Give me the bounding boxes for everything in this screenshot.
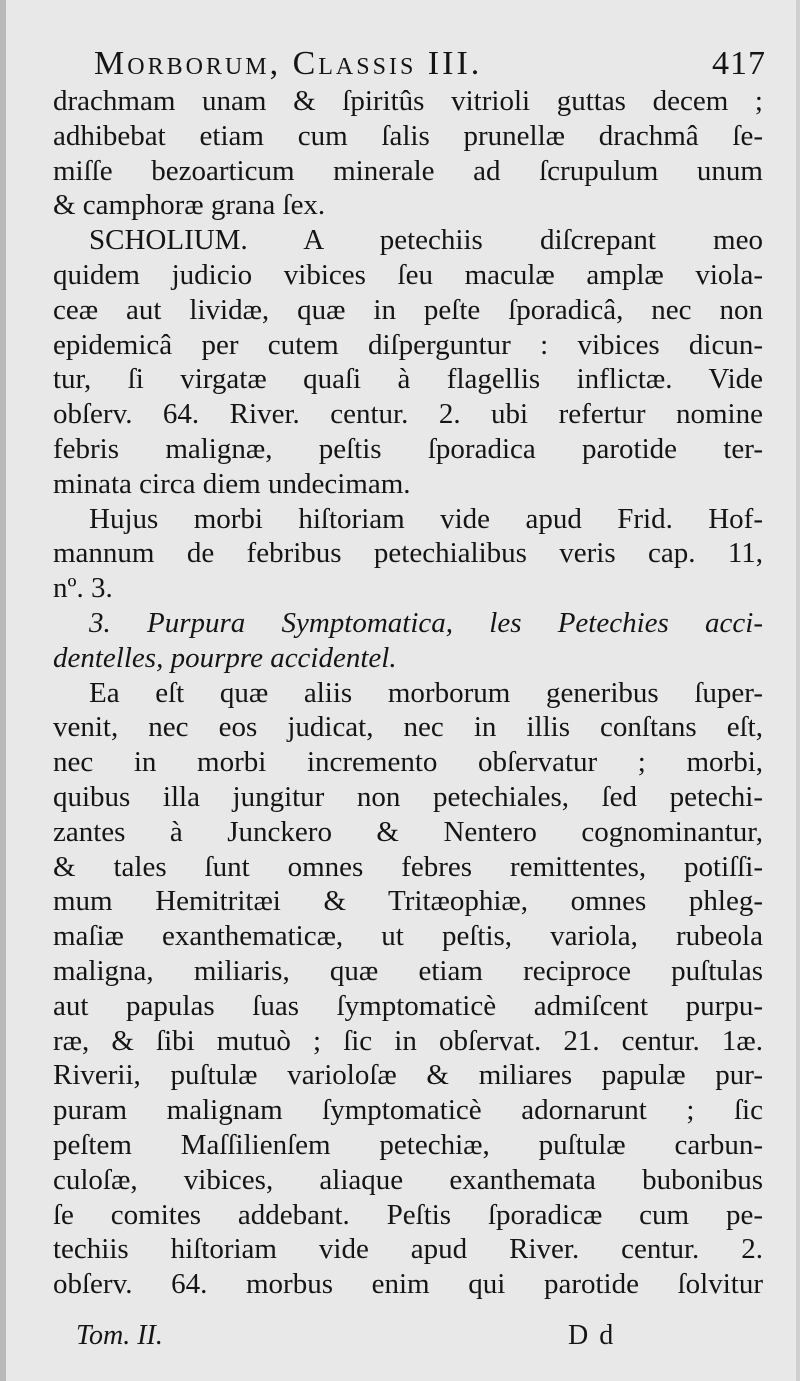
text-line: venit, nec eos judicat, nec in illis conſtans eſt, (53, 711, 763, 744)
text-line: & camphoræ grana ſex. (53, 189, 326, 222)
text-line: miſſe bezoarticum minerale ad ſcrupulum unum (53, 154, 763, 187)
text-line: tur, ſi virgatæ quaſi à flagellis inflictæ. Vide (53, 363, 763, 396)
text-line: ſe comites addebant. Peſtis ſporadicæ cum pe- (53, 1198, 763, 1231)
text-line: minata circa diem undecimam. (53, 467, 411, 500)
text-line: Riverii, puſtulæ varioloſæ & miliares papulæ pur- (53, 1059, 763, 1092)
volume-label: Tom. II. (76, 1320, 163, 1351)
text-line: aut papulas ſuas ſymptomaticè admiſcent purpu- (53, 989, 763, 1022)
text-line: mannum de febribus petechialibus veris cap. 11, (53, 537, 763, 570)
text-line: quidem judicio vibices ſeu maculæ amplæ viola- (53, 258, 763, 291)
text-line: peſtem Maſſilienſem petechiæ, puſtulæ carbun- (53, 1128, 763, 1161)
page-footer (76, 1318, 636, 1354)
text-line: 3. Purpura Symptomatica, les Petechies acci- (89, 606, 763, 639)
text-line: & tales ſunt omnes febres remittentes, potiſſi- (53, 850, 763, 883)
text-line: techiis hiſtoriam vide apud River. centur. 2. (53, 1233, 763, 1266)
text-line: febris malignæ, peſtis ſporadica parotide ter- (53, 432, 763, 465)
text-line: maligna, miliaris, quæ etiam reciproce puſtulas (53, 954, 763, 987)
text-line: ceæ aut lividæ, quæ in peſte ſporadicâ, nec non (53, 293, 763, 326)
signature-mark: D d (568, 1320, 616, 1351)
text-line: quibus illa jungitur non petechiales, ſed petechi- (53, 780, 763, 813)
text-line: dentelles, pourpre accidentel. (53, 641, 397, 674)
text-line: puram malignam ſymptomaticè adornarunt ; ſic (53, 1094, 763, 1127)
body-text (53, 84, 763, 1302)
text-line: Ea eſt quæ aliis morborum generibus ſuper- (89, 676, 763, 709)
text-line: Hujus morbi hiſtoriam vide apud Frid. Hof- (89, 502, 763, 535)
text-line: culoſæ, vibices, aliaque exanthemata bubonibus (53, 1163, 763, 1196)
text-line: maſiæ exanthematicæ, ut peſtis, variola, rubeola (53, 920, 763, 953)
text-line: epidemicâ per cutem diſperguntur : vibices dicun- (53, 328, 763, 361)
text-line: obſerv. 64. morbus enim qui parotide ſolvitur (53, 1268, 763, 1301)
text-line: mum Hemitritæi & Tritæophiæ, omnes phleg- (53, 885, 763, 918)
text-line: nec in morbi incremento obſervatur ; morbi, (53, 746, 763, 779)
text-line: zantes à Junckero & Nentero cognominantur, (53, 815, 763, 848)
page-header (94, 40, 766, 88)
text-line: ræ, & ſibi mutuò ; ſic in obſervat. 21. centur. 1æ. (53, 1024, 763, 1057)
text-line: drachmam unam & ſpiritûs vitrioli guttas decem ; (53, 85, 763, 117)
text-line: adhibebat etiam cum ſalis prunellæ drachmâ ſe- (53, 119, 763, 152)
running-title: Morborum, Classis III. (94, 45, 483, 82)
text-line: SCHOLIUM. A petechiis diſcrepant meo (89, 224, 763, 257)
text-line: nº. 3. (53, 572, 113, 605)
page-number: 417 (712, 45, 766, 82)
text-line: obſerv. 64. River. centur. 2. ubi refertur nomine (53, 398, 763, 431)
